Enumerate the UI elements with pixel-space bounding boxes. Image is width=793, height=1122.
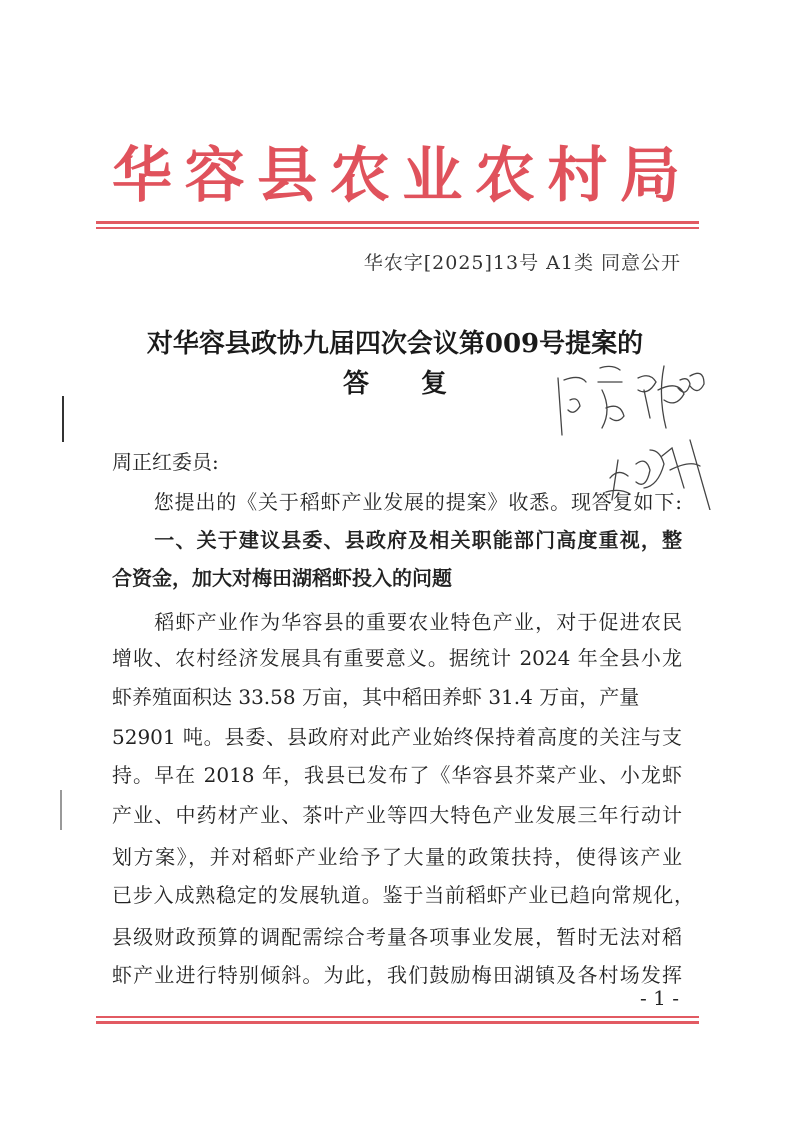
page-number: - 1 -: [640, 986, 679, 1010]
body-line: 县级财政预算的调配需综合考量各项事业发展，暂时无法对稻: [112, 925, 682, 949]
organization-header: 华容县农业农村局: [112, 141, 682, 211]
header-divider-bottom: [96, 227, 699, 229]
section-heading: 合资金，加大对梅田湖稻虾投入的问题: [112, 566, 452, 590]
body-line: 您提出的《关于稻虾产业发展的提案》收悉。现答复如下:: [112, 490, 682, 514]
document-title: 对华容县政协九届四次会议第009号提案的: [146, 329, 644, 359]
body-line: 已步入成熟稳定的发展轨道。鉴于当前稻虾产业已趋向常规化，: [112, 883, 694, 907]
footer-divider-top: [96, 1016, 699, 1018]
salutation: 周正红委员:: [112, 450, 219, 474]
scan-mark: [62, 396, 64, 442]
body-line: 虾养殖面积达 33.58 万亩，其中稻田养虾 31.4 万亩，产量: [112, 685, 640, 709]
footer-divider-bottom: [96, 1021, 699, 1024]
body-line: 增收、农村经济发展具有重要意义。据统计 2024 年全县小龙: [112, 646, 682, 670]
body-line: 划方案》，并对稻虾产业给予了大量的政策扶持，使得该产业: [112, 845, 682, 869]
section-heading: 一、关于建议县委、县政府及相关职能部门高度重视，整: [112, 528, 682, 552]
body-line: 稻虾产业作为华容县的重要农业特色产业，对于促进农民: [112, 610, 682, 634]
body-line: 虾产业进行特别倾斜。为此，我们鼓励梅田湖镇及各村场发挥: [112, 963, 682, 987]
document-title-reply: 答 复: [342, 369, 447, 399]
body-line: 产业、中药材产业、茶叶产业等四大特色产业发展三年行动计: [112, 803, 682, 827]
scan-mark: [60, 790, 62, 830]
body-line: 持。早在 2018 年，我县已发布了《华容县芥菜产业、小龙虾: [112, 763, 682, 787]
header-divider-top: [96, 221, 699, 224]
document-number: 华农字[2025]13号 A1类 同意公开: [363, 252, 681, 274]
body-line: 52901 吨。县委、县政府对此产业始终保持着高度的关注与支: [112, 725, 682, 749]
